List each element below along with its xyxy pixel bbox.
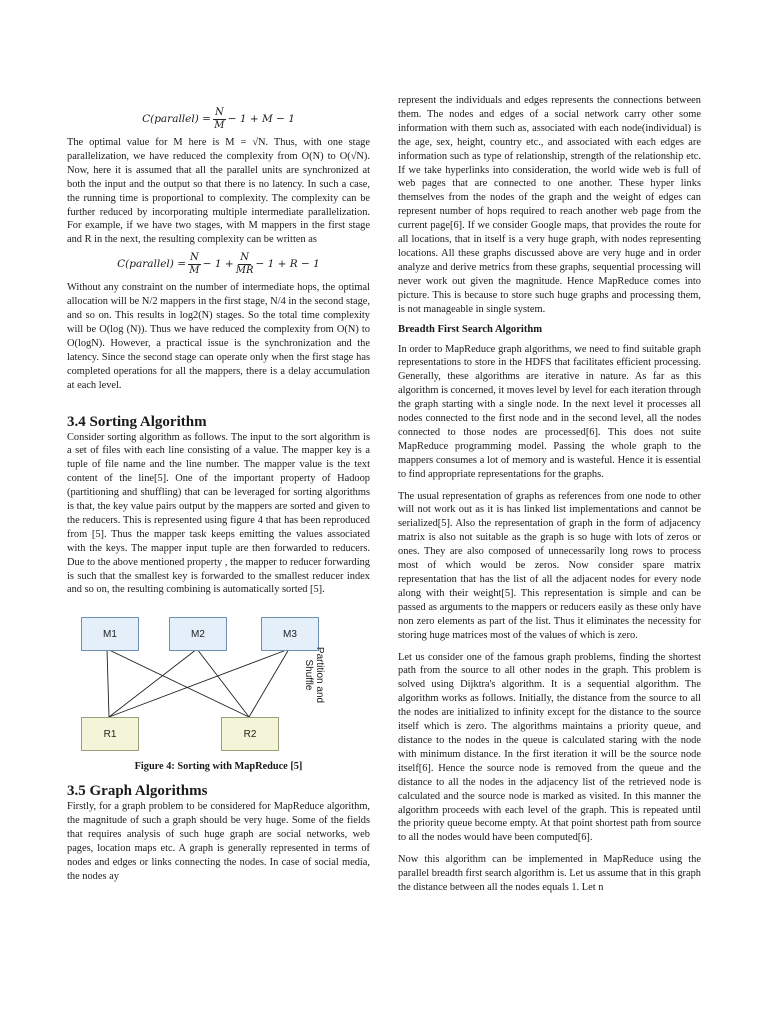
paragraph-bfs-representation: In order to MapReduce graph algorithms, we need to find suitable graph representations to store in the HDFS that facilitates efficient processing. Generally, these algorithms are iterative in nature. As far as this algorithm is concerned, it moves level by level for each iteration through the graph starting with a single node. In the next level it processes all nodes connected to the first node and in the second level, all the nodes connected to those nodes are processed[6]. This does not suite MapReduce programming model. Passing the whole graph to the mappers consumes a lot of memory and is wasteful. Hence it is essential to find appropriate representations for the graphs. bbox=[398, 343, 701, 480]
mapper-node-m2: M2 bbox=[169, 617, 227, 651]
eq2-fraction-1 bbox=[188, 252, 201, 277]
eq1-denominator: M bbox=[214, 119, 225, 131]
eq2-denominator-1: M bbox=[189, 264, 200, 276]
paragraph-adjacency: The usual representation of graphs as references from one node to other will not work out as it is has linked list implementations and cannot be serialized[5]. Also the representation of graph in the form of adjacency matrix is also not suitable as the graph is so huge with lots of zeros or ones. They are also composed of unnecessarily long rows to process most of which would be zeros. Now consider spare matrix representation that has the list of all the adjacent nodes for every node along with their weight[5]. This representation is simple and can be passed as arguments to the mappers or reducers easily as these only have non zero elements as part of the list. Thus it eliminates the necessity for storing huge matrices most of the values of which is zero. bbox=[398, 490, 701, 641]
edge-m2-r2 bbox=[197, 649, 249, 717]
eq1-numerator: N bbox=[214, 106, 224, 118]
eq2-numerator-2: N bbox=[240, 251, 249, 263]
right-column bbox=[398, 94, 701, 895]
partition-shuffle-label: Partition and Shuffle bbox=[303, 647, 325, 704]
eq2-fraction-2 bbox=[236, 252, 254, 277]
edge-m3-r2 bbox=[249, 649, 289, 717]
reducer-node-r2: R2 bbox=[221, 717, 279, 751]
mapper-node-m1: M1 bbox=[81, 617, 139, 651]
eq1-lhs: C(parallel) = bbox=[142, 113, 211, 125]
reducer-node-r1: R1 bbox=[81, 717, 139, 751]
paragraph-optimal-m: The optimal value for M here is M = √N. Thus, with one stage parallelization, we have reduced the complexity from O(N) to O(√N). Now, here it is assumed that all the parallel units are synchronized at both the input and the output so that there is no latency. In such a case, the running time is proportional to complexity. The complexity can be further reduced by incorporating multiple intermediate parallelization. For example, if we have two stages, with M mappers in the first stage and R in the next, the resulting complexity can be written as bbox=[67, 137, 370, 246]
equation-two-stage bbox=[67, 249, 370, 279]
eq2-numerator-1: N bbox=[190, 251, 199, 263]
paragraph-parallel-bfs: Now this algorithm can be implemented in MapReduce using the parallel breadth first search algorithm is. Let us assume that in this graph the distance between all the nodes equals 1. Let n bbox=[398, 854, 701, 894]
left-column bbox=[67, 88, 370, 884]
edge-m3-r1 bbox=[109, 649, 289, 717]
figure-sorting-mapreduce bbox=[67, 609, 370, 754]
paragraph-sorting: Consider sorting algorithm as follows. The input to the sort algorithm is a set of files with each line consisting of a value. The mapper key is a tuple of file name and the line number. The mapper value is the text content of the line[5]. One of the important property of Hadoop (partitioning and shuffling) that can be leveraged for sorting algorithms is that, the key value pairs output by the mappers are sorted and given to the reducers. This is represented using figure 4 that has been reproduced from [5]. Thus the mapper task keeps emitting the values associated with the keys. The mapper input tuple are then forwarded to reducers. Due to the above mentioned property , the mapper to reducer forwarding is such that the smallest key is forwarded to the smallest reducer index and so on, the resulting combining is automatically sorted [5]. bbox=[67, 431, 370, 596]
paragraph-dijkstra: Let us consider one of the famous graph problems, finding the shortest path from the source to all other nodes in the graph. This problem is solved using Dijktra's algorithm. It is a sequential algorithm. The algorithm works as follows. Initially, the distance from the source to all the nodes are initialized to infinity except for the distance to the source itself which is zero. The algorithms maintains a priority queue, and distance to the nodes in the queue is calculated staring with the node with minimum distance. In the first iteration it will be the source node itself[6]. Hence the source node is removed from the queue and the distance to all the nodes in the adjacency list of the retrieved node is calculated and the source node is marked as visited. In this manner the algorithm proceeds with each level of the graph. This is repeated until the priority queue become empty. At that point shortest path from source to all the nodes would have been computed[6]. bbox=[398, 651, 701, 844]
edge-m1-r1 bbox=[107, 649, 109, 717]
figure-caption: Figure 4: Sorting with MapReduce [5] bbox=[134, 761, 303, 773]
eq2-rest: − 1 + R − 1 bbox=[255, 258, 320, 271]
edge-m2-r1 bbox=[109, 649, 197, 717]
equation-one-stage bbox=[67, 104, 370, 134]
paragraph-social-networks: represent the individuals and edges represents the connections between them. The nodes and edges of a social network carry other some information with them such as, associated with each node(individual) is the age, sex, height, country etc., and associated with each edges are information such as type of relationship, strength of the relationship etc. If we take hyperlinks into consideration, the world wide web is full of web pages that are connected to one another. These hyper links themselves from the nodes of the graph and the weight of edges can represent number of hops required to reach another web page from the current page[6]. If we consider Google maps, that provides the route for all locations, that in itself is a very huge graph, with nodes representing locations. All these graphs discussed above are very huge and in order analyze and derive metrics from these graphs, sequential processing will never work out given the magnitude. Hence MapReduce comes into picture. This is because to store such huge graphs and processing them, is not manageable in single system. bbox=[398, 95, 701, 315]
paragraph-graph-intro: Firstly, for a graph problem to be considered for MapReduce algorithm, the magnitude of such a graph should be very huge. Some of the fields that requires analysis of such huge graph are social networks, web pages, location maps etc. A graph is generally represented in terms of nodes and edges or links connecting the nodes. In case of social media, the nodes ay bbox=[67, 801, 370, 882]
eq1-rest: − 1 + M − 1 bbox=[227, 113, 295, 125]
eq2-lhs: C(parallel) = bbox=[117, 258, 187, 271]
mapper-node-m3: M3 bbox=[261, 617, 319, 651]
subheading-bfs: Breadth First Search Algorithm bbox=[398, 323, 543, 335]
eq2-mid: − 1 + bbox=[202, 258, 234, 271]
paragraph-intermediate-hops: Without any constraint on the number of intermediate hops, the optimal allocation will be N/2 mappers in the first stage, N/4 in the second stage, and so on. This results in log2(N) stages. So the total time complexity will be O(log (N)). Thus we have reduced the complexity from O(N) to O(logN). However, a practical issue is the synchronization and the latency. Since the second stage can operate only when the first stage has completed operations for all the mappers, there is a delay accumulation at each level. bbox=[67, 282, 370, 391]
edge-m1-r2 bbox=[107, 649, 249, 717]
section-heading-sorting: 3.4 Sorting Algorithm bbox=[67, 413, 207, 430]
eq2-denominator-2: MR bbox=[235, 264, 254, 276]
section-heading-graph: 3.5 Graph Algorithms bbox=[67, 783, 208, 800]
eq1-fraction bbox=[213, 107, 226, 132]
